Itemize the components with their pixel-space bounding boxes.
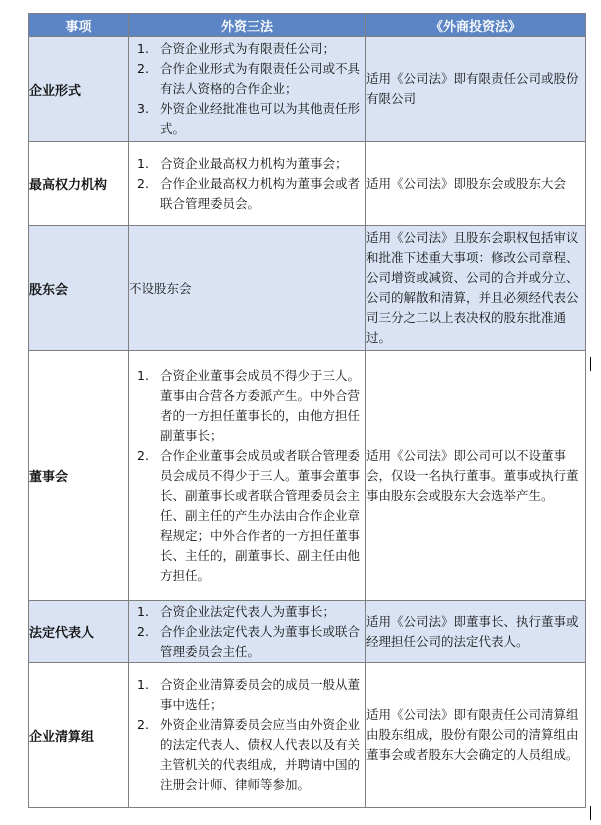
header-item: 事项 (29, 14, 129, 37)
new-law-cell: 适用《公司法》即有限责任公司清算组由股东组成，股份有限公司的清算组由董事会或者股东大会确定的人员组成。 (366, 663, 586, 808)
row-item-label: 法定代表人 (29, 601, 129, 663)
table-row (29, 601, 586, 663)
header-row (29, 14, 586, 37)
old-law-cell (129, 142, 366, 226)
list-item: 1. 合资企业清算委员会的成员一般从董事中选任； (137, 677, 361, 712)
list-item: 1. 合资企业最高权力机构为董事会； (137, 155, 348, 171)
list-item: 2. 合作企业最高权力机构为董事会或者联合管理委员会。 (137, 175, 361, 211)
list-item: 1. 合资企业董事会成员不得少于三人。董事由合营各方委派产生。中外合营者的一方担任董事长的，由他方担任副董事长； (137, 367, 361, 443)
table-row (29, 226, 586, 351)
old-law-cell: 不设股东会 (129, 226, 366, 351)
list-item: 2. 合作企业董事会成员或者联合管理委员会成员不得少于三人。董事会董事长、副董事长或者联合管理委员会主任、副主任的产生办法由合作企业章程规定；中外合作者的一方担任董事长、主任的，副董事长、副主任由他方担任。 (137, 447, 361, 583)
old-law-cell (129, 351, 366, 601)
old-law-list (129, 39, 365, 139)
comparison-table (28, 13, 586, 808)
table-row (29, 663, 586, 808)
old-law-list (129, 154, 365, 214)
table-row (29, 351, 586, 601)
list-item: 3. 外资企业经批准也可以为其他责任形式。 (137, 101, 361, 136)
list-item: 1. 合资企业形式为有限责任公司； (137, 41, 336, 56)
list-item: 1. 合资企业法定代表人为董事长； (137, 603, 336, 619)
table-row (29, 142, 586, 226)
row-item-label: 最高权力机构 (29, 142, 129, 226)
old-law-cell (129, 663, 366, 808)
header-new-law: 《外商投资法》 (366, 14, 586, 37)
old-law-cell (129, 601, 366, 663)
table-row (29, 37, 586, 142)
header-old-law: 外资三法 (129, 14, 366, 37)
old-law-list (129, 602, 365, 662)
new-law-cell: 适用《公司法》即公司可以不设董事会，仅设一名执行董事。董事或执行董事由股东会或股东大会选举产生。 (366, 351, 586, 601)
old-law-cell (129, 37, 366, 142)
new-law-cell: 适用《公司法》即股东会或股东大会 (366, 142, 586, 226)
old-law-list (129, 675, 365, 795)
list-item: 2. 外资企业清算委员会应当由外资企业的法定代表人、债权人代表以及有关主管机关的代表组成，并聘请中国的注册会计师、律师等参加。 (137, 717, 361, 792)
row-item-label: 股东会 (29, 226, 129, 351)
new-law-cell: 适用《公司法》即董事长、执行董事或经理担任公司的法定代表人。 (366, 601, 586, 663)
text-cursor (590, 357, 591, 371)
row-item-label: 企业清算组 (29, 663, 129, 808)
row-item-label: 董事会 (29, 351, 129, 601)
list-item: 2. 合作企业法定代表人为董事长或联合管理委员会主任。 (137, 623, 361, 659)
new-law-cell: 适用《公司法》即有限责任公司或股份有限公司 (366, 37, 586, 142)
list-item: 2. 合作企业形式为有限责任公司或不具有法人资格的合作企业； (137, 61, 361, 96)
old-law-list (129, 366, 365, 586)
new-law-cell: 适用《公司法》且股东会职权包括审议和批准下述重大事项：修改公司章程、公司增资或减资、公司的合并或分立、公司的解散和清算，并且必须经代表公司三分之二以上表决权的股东批准通过。 (366, 226, 586, 351)
row-item-label: 企业形式 (29, 37, 129, 142)
text-cursor (590, 806, 591, 820)
